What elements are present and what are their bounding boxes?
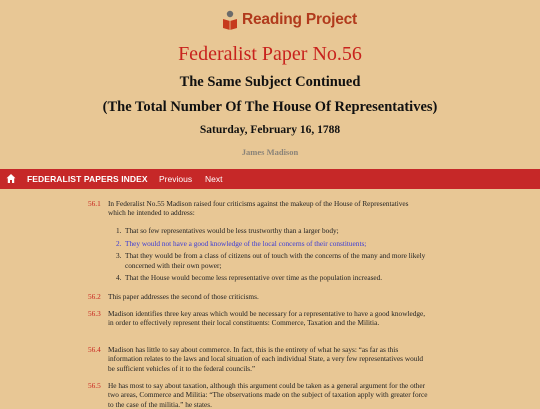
navigation-bar <box>0 169 540 189</box>
list-text: That so few representatives would be less trustworthy than a larger body; <box>125 226 339 235</box>
paragraph-text: He has most to say about taxation, although this argument could be taken as a general argument for the other two areas, Commerce and Militia: “The observations made on the subject of taxation apply with greater force to the case of the militia.” he states. <box>108 381 428 409</box>
list-item <box>116 273 426 282</box>
federalist-index-link[interactable]: FEDERALIST PAPERS INDEX <box>27 174 148 184</box>
list-number: 1. <box>116 226 122 235</box>
book-reader-icon <box>221 10 239 30</box>
home-icon[interactable] <box>6 173 16 184</box>
paragraph-56-3 <box>88 309 428 328</box>
paragraph-text: Madison has little to say about commerce. In fact, this is the entirety of what he says: “as far as this information relates to the laws and local situation of each individual State, a very few representatives would be sufficient vehicles of it to the federal councils.” <box>108 345 424 373</box>
list-item <box>116 226 426 235</box>
paragraph-text: In Federalist No.55 Madison raised four criticisms against the makeup of the House of Representatives which he intended to address: <box>108 199 409 218</box>
paragraph-number: 56.3 <box>88 309 101 318</box>
list-item-highlighted <box>116 239 426 248</box>
page-subtitle: The Same Subject Continued <box>179 74 361 90</box>
brand-name: Reading Project <box>242 11 357 28</box>
list-number: 2. <box>116 238 122 248</box>
list-text: That they would be from a class of citizens out of touch with the concerns of the many and more likely concerned with their own power; <box>125 251 426 270</box>
page-title: Federalist Paper No.56 <box>178 43 362 65</box>
list-number: 4. <box>116 273 122 283</box>
paragraph-number: 56.5 <box>88 381 101 390</box>
next-link[interactable]: Next <box>205 174 223 184</box>
list-text: That the House would become less representative over time as the population increased. <box>125 273 383 283</box>
previous-link[interactable]: Previous <box>159 174 193 184</box>
site-header <box>0 8 540 32</box>
author-link[interactable]: James Madison <box>241 147 299 157</box>
criticisms-list <box>116 226 426 283</box>
list-text: They would not have a good knowledge of the local concerns of their constituents; <box>125 238 367 248</box>
paragraph-text: This paper addresses the second of those criticisms. <box>108 292 259 301</box>
paragraph-number: 56.4 <box>88 345 101 354</box>
paragraph-56-4 <box>88 345 428 373</box>
paragraph-56-1 <box>88 199 428 218</box>
list-item <box>116 251 426 270</box>
list-number: 3. <box>116 251 122 261</box>
paragraph-56-2 <box>88 292 428 301</box>
page-subtitle-detail: (The Total Number Of The House Of Representatives) <box>102 99 438 115</box>
paragraph-text: Madison identifies three key areas which would be necessary for a representative to have a good knowledge, in order to effectively represent their local constituents: Commerce, Taxation and the Militia. <box>108 309 426 328</box>
paragraph-number: 56.1 <box>88 199 101 208</box>
site-logo[interactable] <box>221 8 357 32</box>
paragraph-number: 56.2 <box>88 292 101 301</box>
publication-date: Saturday, February 16, 1788 <box>199 124 341 136</box>
